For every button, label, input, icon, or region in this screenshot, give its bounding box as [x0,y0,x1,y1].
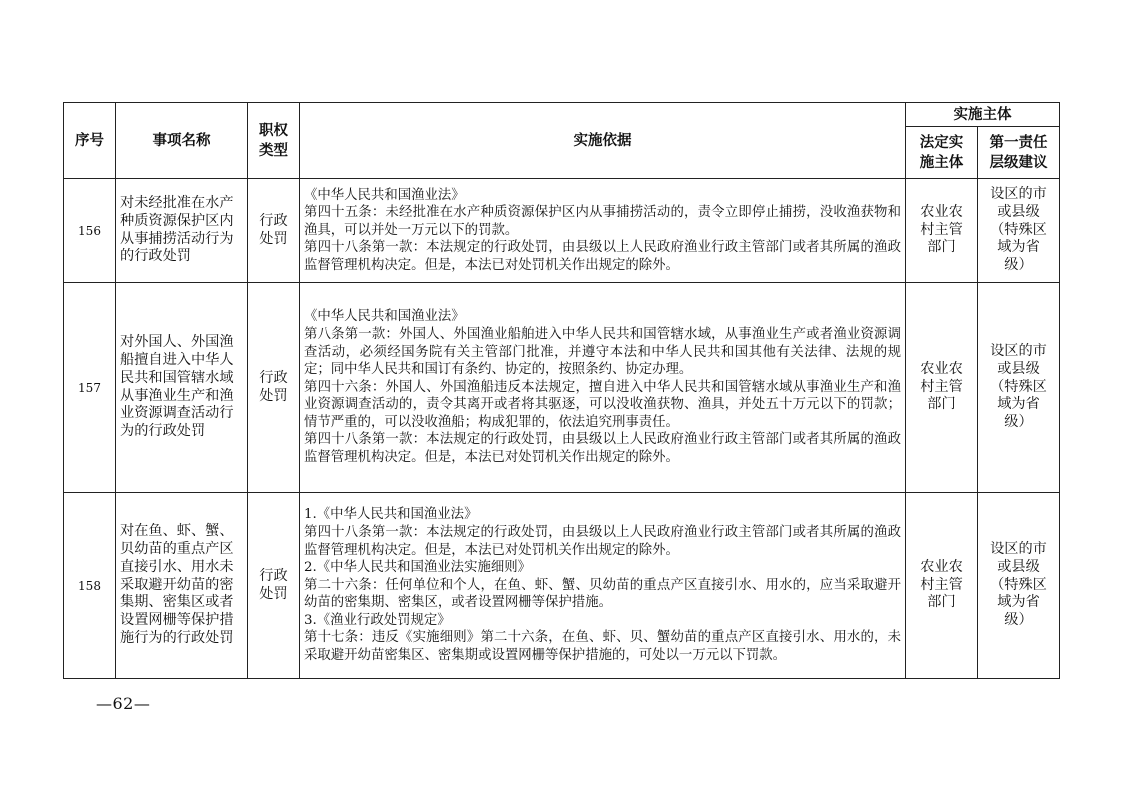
row-first-resp: 设区的市 或县级 （特殊区 域为省 级） [978,493,1060,679]
header-seq: 序号 [64,103,116,179]
header-basis: 实施依据 [300,103,906,179]
basis-line: 第四十八条第一款：本法规定的行政处罚，由县级以上人民政府渔业行政主管部门或者其所属的渔政监督管理机构决定。但是，本法已对处罚机关作出规定的除外。 [304,524,901,558]
page-number: —62— [96,694,151,713]
row-seq: 156 [64,179,116,283]
basis-line: 2.《中华人民共和国渔业法实施细则》 [304,560,532,576]
basis-line: 第四十六条：外国人、外国渔船违反本法规定，擅自进入中华人民共和国管辖水域从事渔业生产和渔业资源调查活动的，责令其离开或者将其驱逐，可以没收渔获物、渔具，并处五十万元以下的罚款；情节严重的，可以没收渔船；构成犯罪的，依法追究刑事责任。 [304,379,901,430]
table-row [64,283,1060,493]
row-first-resp: 设区的市 或县级 （特殊区 域为省 级） [978,283,1060,493]
row-first-resp: 设区的市 或县级 （特殊区 域为省 级） [978,179,1060,283]
row-type: 行政 处罚 [248,179,300,283]
header-type: 职权 类型 [248,103,300,179]
row-seq: 158 [64,493,116,679]
row-type: 行政 处罚 [248,493,300,679]
row-legal-subject: 农业农 村主管 部门 [906,179,978,283]
row-type: 行政 处罚 [248,283,300,493]
table-row [64,179,1060,283]
header-first-resp: 第一责任 层级建议 [978,127,1060,179]
row-legal-subject: 农业农 村主管 部门 [906,493,978,679]
basis-line: 1.《中华人民共和国渔业法》 [304,507,478,523]
basis-line: 3.《渔业行政处罚规定》 [304,612,451,628]
authority-table [63,102,1060,679]
basis-line: 第四十八条第一款：本法规定的行政处罚，由县级以上人民政府渔业行政主管部门或者其所属的渔政监督管理机构决定。但是，本法已对处罚机关作出规定的除外。 [304,240,901,273]
header-subject-group: 实施主体 [906,103,1060,127]
basis-line: 第十七条：违反《实施细则》第二十六条，在鱼、虾、贝、蟹幼苗的重点产区直接引水、用水的，未采取避开幼苗密集区、密集期或设置网栅等保护措施的，可处以一万元以下罚款。 [304,630,901,664]
row-basis [300,179,906,283]
row-basis [300,283,906,493]
row-item-name: 对外国人、外国渔船擅自进入中华人民共和国管辖水域从事渔业生产和渔业资源调查活动行为的行政处罚 [116,283,248,493]
row-legal-subject: 农业农 村主管 部门 [906,283,978,493]
row-basis [300,493,906,679]
row-item-name: 对未经批准在水产种质资源保护区内从事捕捞活动行为的行政处罚 [116,179,248,283]
basis-line: 第四十五条：未经批准在水产种质资源保护区内从事捕捞活动的，责令立即停止捕捞，没收渔获物和渔具，可以并处一万元以下的罚款。 [304,205,901,238]
basis-line: 第二十六条：任何单位和个人，在鱼、虾、蟹、贝幼苗的重点产区直接引水、用水的，应当采取避开幼苗的密集期、密集区，或者设置网栅等保护措施。 [304,577,901,611]
header-legal-subject: 法定实 施主体 [906,127,978,179]
table-row [64,493,1060,679]
basis-line: 第四十八条第一款：本法规定的行政处罚，由县级以上人民政府渔业行政主管部门或者其所属的渔政监督管理机构决定。但是，本法已对处罚机关作出规定的除外。 [304,432,901,466]
basis-line: 《中华人民共和国渔业法》 [304,187,465,203]
row-item-name: 对在鱼、虾、蟹、贝幼苗的重点产区直接引水、用水未采取避开幼苗的密集期、密集区或者设置网栅等保护措施行为的行政处罚 [116,493,248,679]
basis-line: 第八条第一款：外国人、外国渔业船舶进入中华人民共和国管辖水域，从事渔业生产或者渔业资源调查活动，必须经国务院有关主管部门批准，并遵守本法和中华人民共和国其他有关法律、法规的规定；同中华人民共和国订有条约、协定的，按照条约、协定办理。 [304,326,901,378]
basis-line: 《中华人民共和国渔业法》 [304,309,465,325]
row-seq: 157 [64,283,116,493]
header-name: 事项名称 [116,103,248,179]
